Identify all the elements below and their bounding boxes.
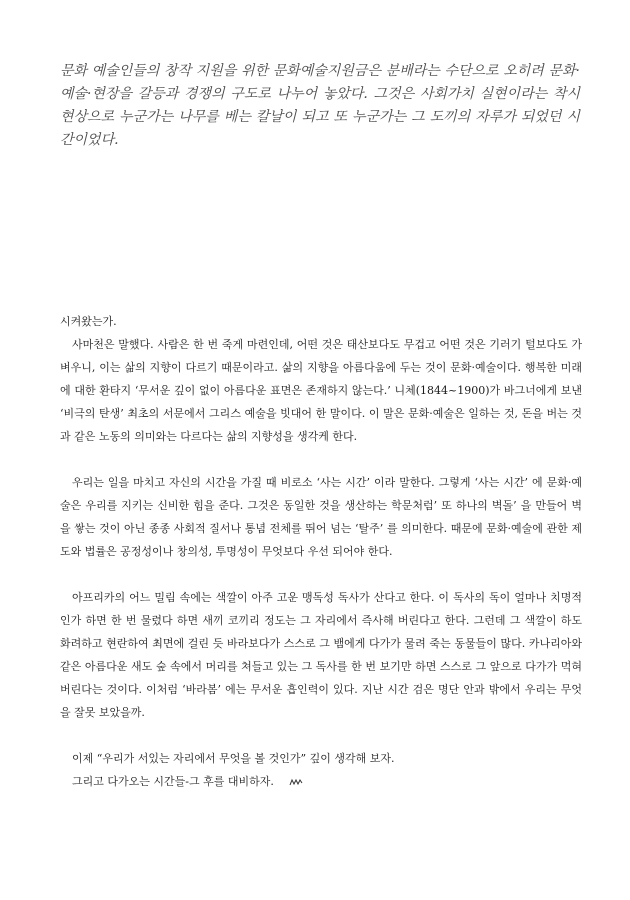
- lead-quote: [60, 60, 580, 152]
- paragraph-continuation: 시켜왔는가.: [60, 315, 117, 328]
- paragraph-1: 사마천은 말했다. 사람은 한 번 죽게 마련인데, 어떤 것은 태산보다도 무겁고 어떤 것은 기러기 털보다도 가벼우니, 이는 삶의 지향이 다르기 때문이라고. 삶의 지향을 아름다움에 두는 것이 문화·예술이다. 행복한 미래에 대한 환타지 ‘무서운 깊이 없이 아름다운 표면은 존재하지 않는다.’ 니체(1844~1900)가 바그너에게 보낸 ‘비극의 탄생’ 최초의 서문에서 그리스 예술을 빗대어 한 말이다. 이 말은 문화·예술은 일하는 것, 돈을 버는 것과 같은 노동의 의미와는 다르다는 삶의 지향성을 생각케 한다.: [60, 338, 582, 443]
- lead-quote-text: 문화 예술인들의 창작 지원을 위한 문화예술지원금은 분배라는 수단으로 오히려 문화·예술·현장을 갈등과 경쟁의 구도로 나누어 놓았다. 그것은 사회가치 실현이라는 착시 현상으로 누군가는 나무를 베는 칼날이 되고 또 누군가는 그 도끼의 자루가 되었던 시간이었다.: [60, 63, 580, 148]
- paragraph-5-text: 그리고 다가오는 시간들-그 후를 대비하자.: [72, 775, 274, 788]
- paragraph-3: 아프리카의 어느 밀림 속에는 색깔이 아주 고운 맹독성 독사가 산다고 한다. 이 독사의 독이 얼마나 치명적인가 하면 한 번 물렸다 하면 새끼 코끼리 정도는 그 자리에서 즉사해 버린다고 한다. 그런데 그 색깔이 하도 화려하고 현란하여 최면에 걸린 듯 바라보다가 스스로 그 뱀에게 다가가 물려 죽는 동물들이 많다. 카나리아와 같은 아름다운 새도 숲 속에서 머리를 쳐들고 있는 그 독사를 한 번 보기만 하면 스스로 그 앞으로 다가가 먹혀 버린다는 것이다. 이처럼 ‘바라봄’ 에는 무서운 흡인력이 있다. 지난 시간 검은 명단 안과 밖에서 우리는 무엇을 잘못 보았을까.: [60, 591, 582, 719]
- end-mark-icon: [277, 771, 303, 794]
- paragraph-4: 이제 “우리가 서있는 자리에서 무엇을 볼 것인가” 깊이 생각해 보자.: [72, 752, 395, 765]
- article-body: [60, 310, 582, 794]
- paragraph-2: 우리는 일을 마치고 자신의 시간을 가질 때 비로소 ‘사는 시간’ 이라 말한다. 그렇게 ‘사는 시간’ 에 문화·예술은 우리를 지키는 신비한 힘을 준다. 그것은 동일한 것을 생산하는 학문처럼’ 또 하나의 벽돌’ 을 만들어 벽을 쌓는 것이 아닌 종종 사회적 질서나 통념 전체를 뛰어 넘는 ‘탈주’ 를 의미한다. 때문에 문화·예술에 관한 제도와 법률은 공정성이나 창의성, 투명성이 무엇보다 우선 되어야 한다.: [60, 476, 582, 558]
- paragraph-5: [60, 770, 582, 794]
